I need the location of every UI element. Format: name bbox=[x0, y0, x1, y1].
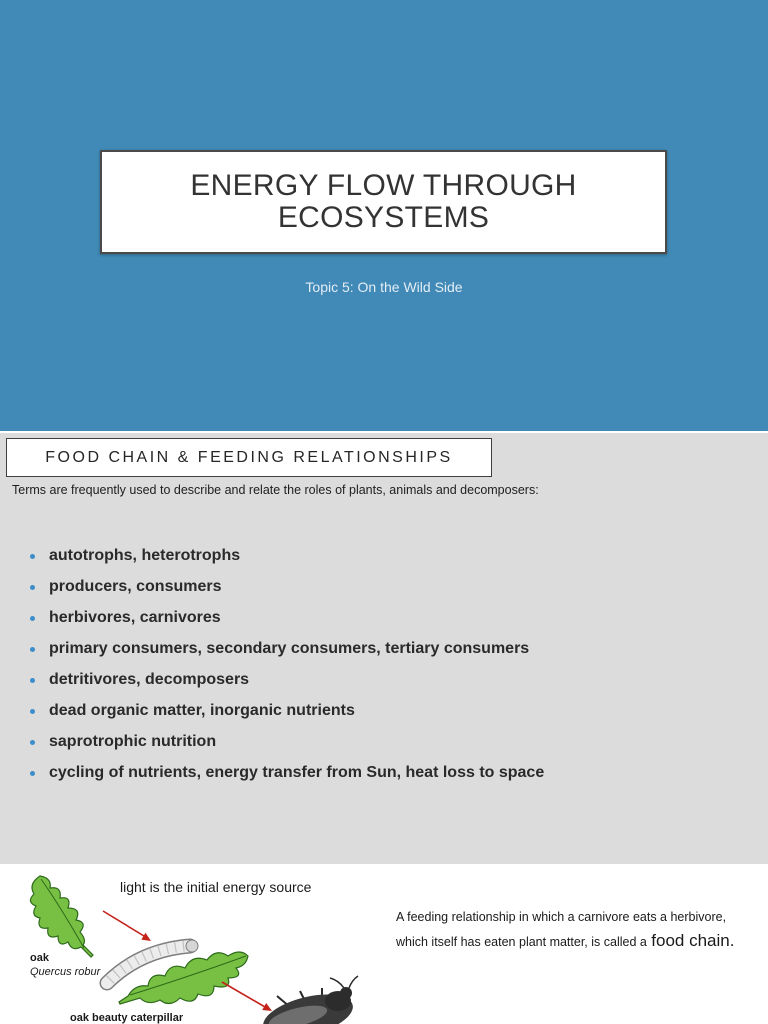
list-item-text: dead organic matter, inorganic nutrients bbox=[49, 702, 355, 719]
energy-source-label: light is the initial energy source bbox=[120, 879, 312, 895]
list-item bbox=[0, 664, 768, 695]
list-item-text: autotrophs, heterotrophs bbox=[49, 547, 241, 564]
list-item bbox=[0, 571, 768, 602]
food-chain-slide bbox=[0, 866, 768, 1024]
list-item-text: detritivores, decomposers bbox=[49, 671, 250, 688]
definition-line-1: A feeding relationship in which a carnivore eats a herbivore, bbox=[396, 910, 727, 924]
arrow-shaft bbox=[103, 911, 144, 936]
list-item-text: cycling of nutrients, energy transfer from Sun, heat loss to space bbox=[49, 764, 545, 781]
list-item bbox=[0, 726, 768, 757]
caterpillar-head bbox=[186, 940, 198, 952]
beetle-antenna bbox=[349, 976, 358, 988]
oak-label: oak bbox=[30, 952, 49, 964]
oak-leaf-blade bbox=[30, 876, 93, 957]
arrow-icon bbox=[103, 911, 151, 941]
heading-box bbox=[6, 438, 492, 477]
arrow-head bbox=[141, 933, 151, 941]
list-item bbox=[0, 540, 768, 571]
bullet-dot-icon bbox=[30, 740, 35, 745]
slide-title: ENERGY FLOW THROUGH ECOSYSTEMS bbox=[190, 169, 577, 234]
bullet-dot-icon bbox=[30, 647, 35, 652]
slide-heading: FOOD CHAIN & FEEDING RELATIONSHIPS bbox=[45, 448, 453, 466]
bullet-dot-icon bbox=[30, 709, 35, 714]
definition-text: which itself has eaten plant matter, is called a bbox=[396, 935, 647, 949]
arrow-shaft bbox=[222, 982, 265, 1007]
beetle-icon bbox=[259, 976, 358, 1024]
title-slide bbox=[0, 0, 768, 431]
list-item-text: producers, consumers bbox=[49, 578, 222, 595]
caterpillar-label: oak beauty caterpillar bbox=[70, 1012, 184, 1024]
list-item-text: primary consumers, secondary consumers, tertiary consumers bbox=[49, 640, 530, 657]
terms-list bbox=[0, 540, 768, 788]
bullet-dot-icon bbox=[30, 585, 35, 590]
oak-leaf-icon bbox=[30, 876, 93, 957]
oak-scientific-name: Quercus robur bbox=[30, 966, 101, 978]
feeding-relationships-slide bbox=[0, 433, 768, 864]
bullet-dot-icon bbox=[30, 554, 35, 559]
beetle-antenna bbox=[330, 978, 344, 988]
title-box bbox=[100, 150, 667, 254]
list-item-text: saprotrophic nutrition bbox=[49, 733, 217, 750]
bullet-dot-icon bbox=[30, 771, 35, 776]
list-item bbox=[0, 633, 768, 664]
food-chain-definition bbox=[396, 909, 734, 952]
list-item bbox=[0, 757, 768, 788]
intro-text: Terms are frequently used to describe and relate the roles of plants, animals and decomposers: bbox=[12, 483, 539, 497]
beetle-head bbox=[340, 987, 352, 999]
list-item bbox=[0, 602, 768, 633]
bullet-dot-icon bbox=[30, 678, 35, 683]
list-item bbox=[0, 695, 768, 726]
definition-term: food chain. bbox=[651, 931, 735, 950]
arrow-icon bbox=[222, 982, 272, 1011]
bullet-dot-icon bbox=[30, 616, 35, 621]
slide-subtitle: Topic 5: On the Wild Side bbox=[305, 279, 463, 295]
definition-line-2 bbox=[396, 931, 734, 952]
list-item-text: herbivores, carnivores bbox=[49, 609, 221, 626]
